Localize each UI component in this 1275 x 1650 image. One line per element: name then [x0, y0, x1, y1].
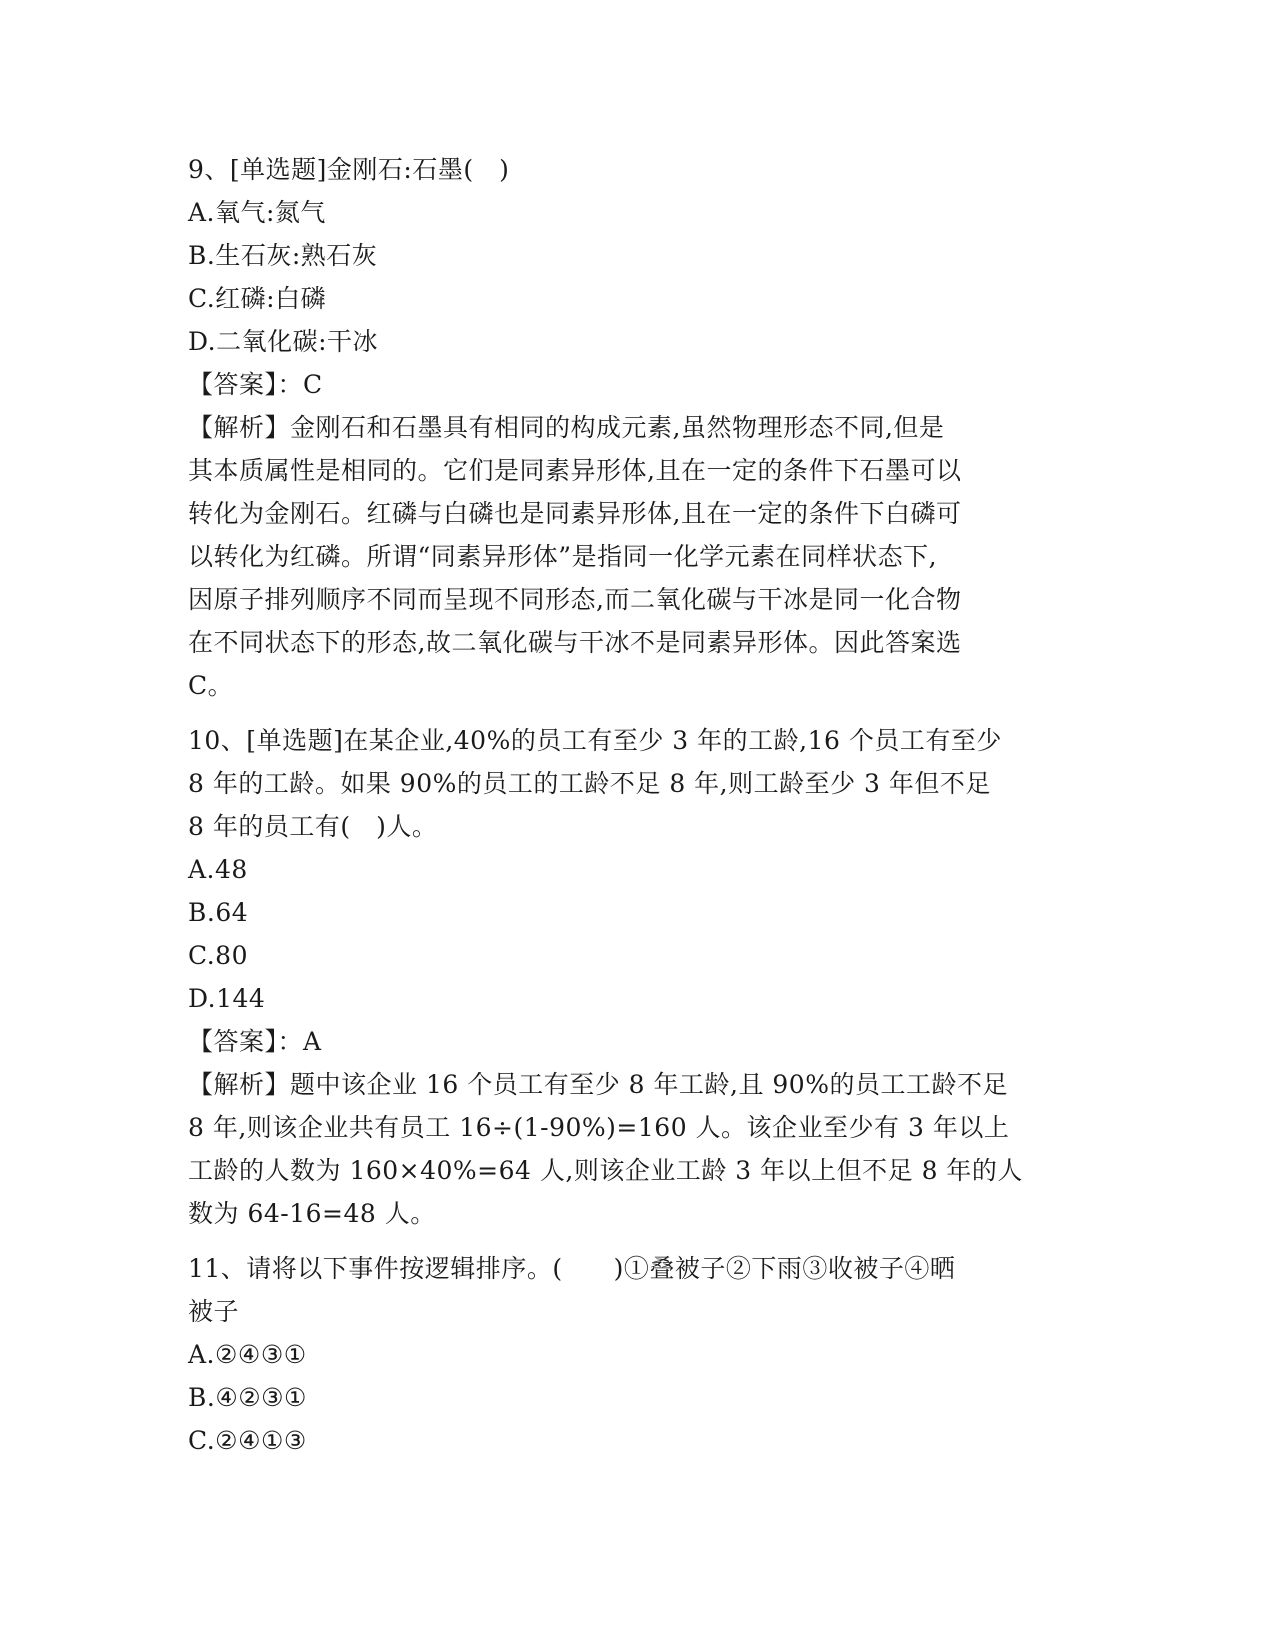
analysis-line: 数为 64-16=48 人。 — [188, 1199, 436, 1228]
question-stem: 被子 — [188, 1297, 240, 1326]
option-b: B.64 — [188, 898, 249, 927]
question-stem: 8 年的员工有( )人。 — [188, 812, 438, 841]
option-b: B.④②③① — [188, 1383, 307, 1412]
analysis-line: 8 年,则该企业共有员工 16÷(1-90%)=160 人。该企业至少有 3 年以上 — [188, 1113, 1010, 1142]
option-d: D.144 — [188, 984, 266, 1013]
question-stem: 10、[单选题]在某企业,40%的员工有至少 3 年的工龄,16 个员工有至少 — [188, 726, 1002, 755]
option-d: D.二氧化碳:干冰 — [188, 327, 379, 356]
option-c: C.红磷:白磷 — [188, 284, 327, 313]
analysis-line: 转化为金刚石。红磷与白磷也是同素异形体,且在一定的条件下白磷可 — [188, 499, 962, 528]
option-b: B.生石灰:熟石灰 — [188, 241, 378, 270]
question-10 — [188, 719, 1088, 1235]
analysis-line: 因原子排列顺序不同而呈现不同形态,而二氧化碳与干冰是同一化合物 — [188, 585, 962, 614]
question-stem: 8 年的工龄。如果 90%的员工的工龄不足 8 年,则工龄至少 3 年但不足 — [188, 769, 991, 798]
question-stem: 11、请将以下事件按逻辑排序。( )①叠被子②下雨③收被子④晒 — [188, 1254, 956, 1283]
analysis-line: 工龄的人数为 160×40%=64 人,则该企业工龄 3 年以上但不足 8 年的人 — [188, 1156, 1023, 1185]
question-9 — [188, 148, 1088, 707]
analysis-line: 其本质属性是相同的。它们是同素异形体,且在一定的条件下石墨可以 — [188, 456, 962, 485]
document-page — [188, 148, 1088, 1462]
answer-line: 【答案】：C — [188, 370, 323, 399]
option-a: A.②④③① — [188, 1340, 307, 1369]
question-11 — [188, 1247, 1088, 1462]
option-c: C.②④①③ — [188, 1426, 307, 1455]
analysis-line: 【解析】金刚石和石墨具有相同的构成元素,虽然物理形态不同,但是 — [188, 413, 945, 442]
question-gap — [188, 707, 1088, 719]
option-a: A.48 — [188, 855, 248, 884]
analysis-line: 【解析】题中该企业 16 个员工有至少 8 年工龄,且 90%的员工工龄不足 — [188, 1070, 1008, 1099]
option-c: C.80 — [188, 941, 248, 970]
answer-line: 【答案】：A — [188, 1027, 322, 1056]
analysis-line: 在不同状态下的形态,故二氧化碳与干冰不是同素异形体。因此答案选 — [188, 628, 962, 657]
option-a: A.氧气:氮气 — [188, 198, 326, 227]
analysis-line: 以转化为红磷。所谓“同素异形体”是指同一化学元素在同样状态下, — [188, 542, 938, 571]
question-gap — [188, 1235, 1088, 1247]
analysis-line: C。 — [188, 671, 234, 700]
question-stem: 9、[单选题]金刚石:石墨( ) — [188, 155, 510, 184]
